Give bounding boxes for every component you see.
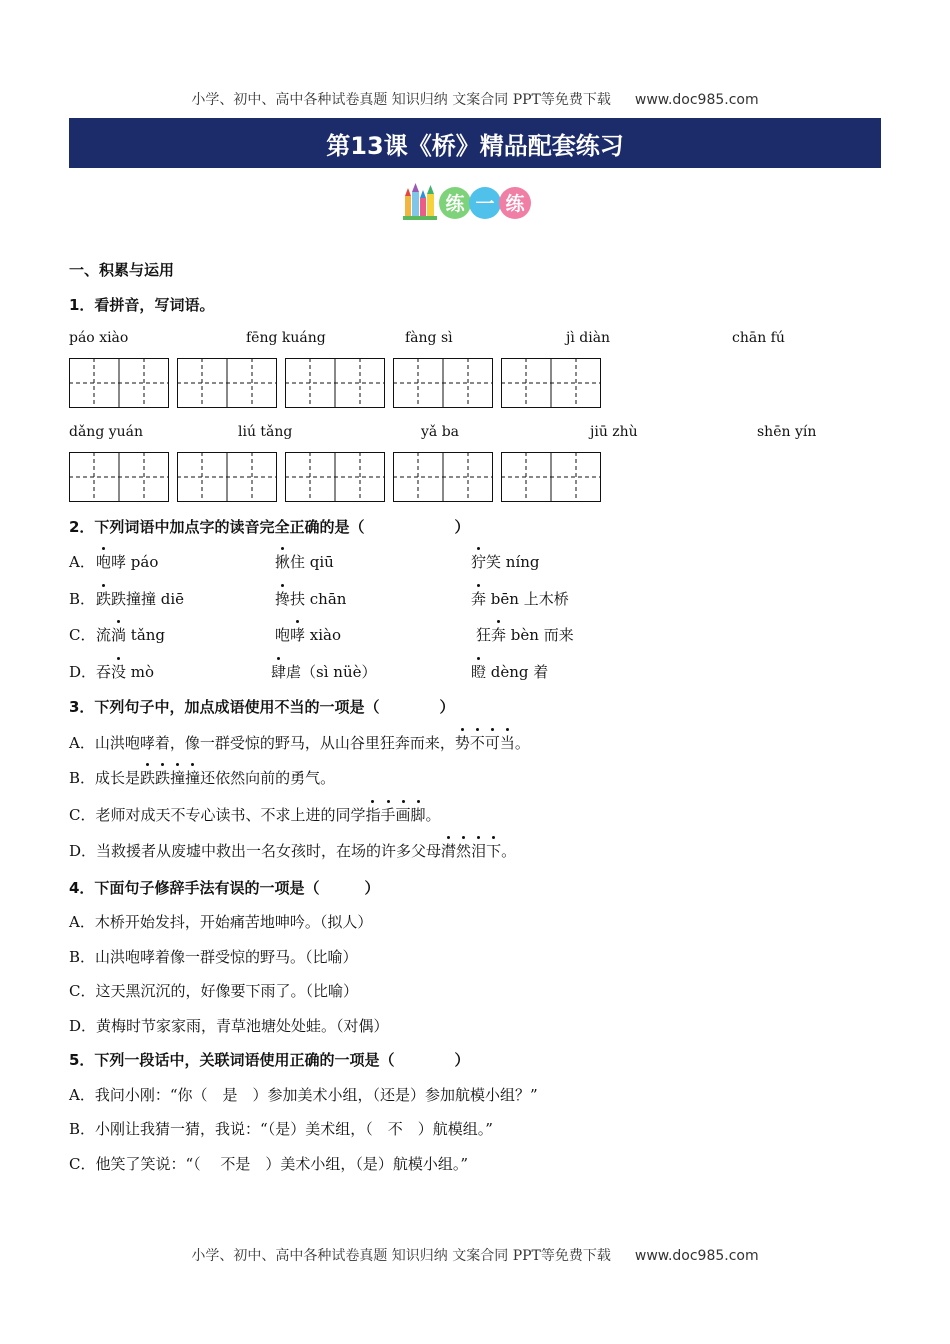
q2-option-label: A． bbox=[69, 553, 95, 571]
writing-grid[interactable] bbox=[285, 358, 385, 408]
q3-option-c: C．老师对成天不专心读书、不求上进的同学指手画脚。 bbox=[69, 806, 441, 824]
badge-char-3: 练 bbox=[505, 193, 525, 215]
q4-option-d: D．黄梅时节家家雨，青草池塘处处蛙。（对偶） bbox=[69, 1017, 389, 1035]
writing-grid[interactable] bbox=[285, 452, 385, 502]
writing-grid[interactable] bbox=[501, 452, 601, 502]
footer-site-link[interactable]: www.doc985.com bbox=[634, 1248, 759, 1264]
q2-option-word: 流淌 tǎng bbox=[96, 626, 166, 644]
pinyin-label: jiū zhù bbox=[590, 424, 638, 440]
q2-option-word: 跌跌撞撞 diē bbox=[96, 590, 185, 608]
q2-option-word: 狞笑 níng bbox=[471, 553, 540, 571]
q2-option-word: 吞没 mò bbox=[96, 663, 155, 681]
q2-option-label: D． bbox=[69, 663, 97, 681]
q2-option-word: 揪住 qiū bbox=[275, 553, 334, 571]
q2-option-label: B． bbox=[69, 590, 96, 608]
q4-option-a: A．木桥开始发抖，开始痛苦地呻吟。（拟人） bbox=[69, 913, 373, 931]
pinyin-label: páo xiào bbox=[69, 330, 129, 346]
writing-grid[interactable] bbox=[69, 358, 169, 408]
footer-text: 小学、初中、高中各种试卷真题 知识归纳 文案合同 PPT等免费下载 bbox=[191, 1248, 611, 1264]
q4-option-b: B．山洪咆哮着像一群受惊的野马。（比喻） bbox=[69, 948, 358, 966]
writing-grid[interactable] bbox=[177, 358, 277, 408]
q3-option-d: D．当救援者从废墟中救出一名女孩时，在场的许多父母潸然泪下。 bbox=[69, 842, 517, 860]
q3-option-a: A．山洪咆哮着，像一群受惊的野马，从山谷里狂奔而来，势不可当。 bbox=[69, 734, 530, 752]
q1-title: 1．看拼音，写词语。 bbox=[69, 296, 215, 314]
q5-option-c: C．他笑了笑说：“（ 不是 ）美术小组，（是）航模小组。” bbox=[69, 1155, 469, 1173]
writing-grid[interactable] bbox=[69, 452, 169, 502]
q3-option-b: B．成长是跌跌撞撞还依然向前的勇气。 bbox=[69, 769, 336, 787]
pinyin-label: fēng kuáng bbox=[246, 330, 326, 346]
q2-option-label: C． bbox=[69, 626, 96, 644]
q5-option-b: B．小刚让我猜一猜，我说：“（是）美术组，（ 不 ）航模组。” bbox=[69, 1120, 493, 1138]
writing-grid[interactable] bbox=[393, 358, 493, 408]
page-title: 第13课《桥》精品配套练习 bbox=[326, 131, 624, 160]
writing-grid[interactable] bbox=[177, 452, 277, 502]
q4-title: 4．下面句子修辞手法有误的一项是（ ） bbox=[69, 879, 380, 897]
pinyin-label: liú tǎng bbox=[238, 424, 293, 440]
badge-char-2: 一 bbox=[475, 193, 495, 215]
q2-option-word: 搀扶 chān bbox=[275, 590, 347, 608]
badge-char-1: 练 bbox=[445, 193, 465, 215]
practice-badge bbox=[403, 180, 533, 222]
pinyin-label: dǎng yuán bbox=[69, 424, 144, 440]
page-header bbox=[0, 89, 950, 109]
pinyin-label: shēn yín bbox=[757, 424, 817, 440]
q5-title: 5．下列一段话中，关联词语使用正确的一项是（ ） bbox=[69, 1051, 470, 1069]
q2-title: 2．下列词语中加点字的读音完全正确的是（ ） bbox=[69, 518, 470, 536]
page-footer bbox=[0, 1245, 950, 1265]
pinyin-label: chān fú bbox=[732, 330, 785, 346]
q5-option-a: A．我问小刚：“你（ 是 ）参加美术小组，（还是）参加航模小组？” bbox=[69, 1086, 538, 1104]
q3-title: 3．下列句子中，加点成语使用不当的一项是（ ） bbox=[69, 698, 455, 716]
q2-option-word: 咆哮 páo bbox=[96, 553, 159, 571]
q2-option-word: 瞪 dèng 着 bbox=[471, 663, 549, 681]
pinyin-label: fàng sì bbox=[405, 330, 453, 346]
pinyin-label: jì diàn bbox=[566, 330, 611, 346]
q2-option-word: 咆哮 xiào bbox=[275, 626, 342, 644]
header-site-link[interactable]: www.doc985.com bbox=[634, 92, 759, 108]
q2-option-word: 肆虐（sì nüè） bbox=[271, 663, 377, 681]
q4-option-c: C．这天黑沉沉的，好像要下雨了。（比喻） bbox=[69, 982, 358, 1000]
title-bar bbox=[69, 118, 881, 168]
q2-option-word: 狂奔 bèn 而来 bbox=[476, 626, 574, 644]
writing-grid[interactable] bbox=[501, 358, 601, 408]
castle-icon bbox=[403, 183, 437, 220]
q2-option-word: 奔 bēn 上木桥 bbox=[471, 590, 569, 608]
section-heading: 一、积累与运用 bbox=[69, 261, 175, 279]
header-text: 小学、初中、高中各种试卷真题 知识归纳 文案合同 PPT等免费下载 bbox=[191, 92, 611, 108]
pinyin-label: yǎ ba bbox=[421, 424, 460, 440]
writing-grid[interactable] bbox=[393, 452, 493, 502]
